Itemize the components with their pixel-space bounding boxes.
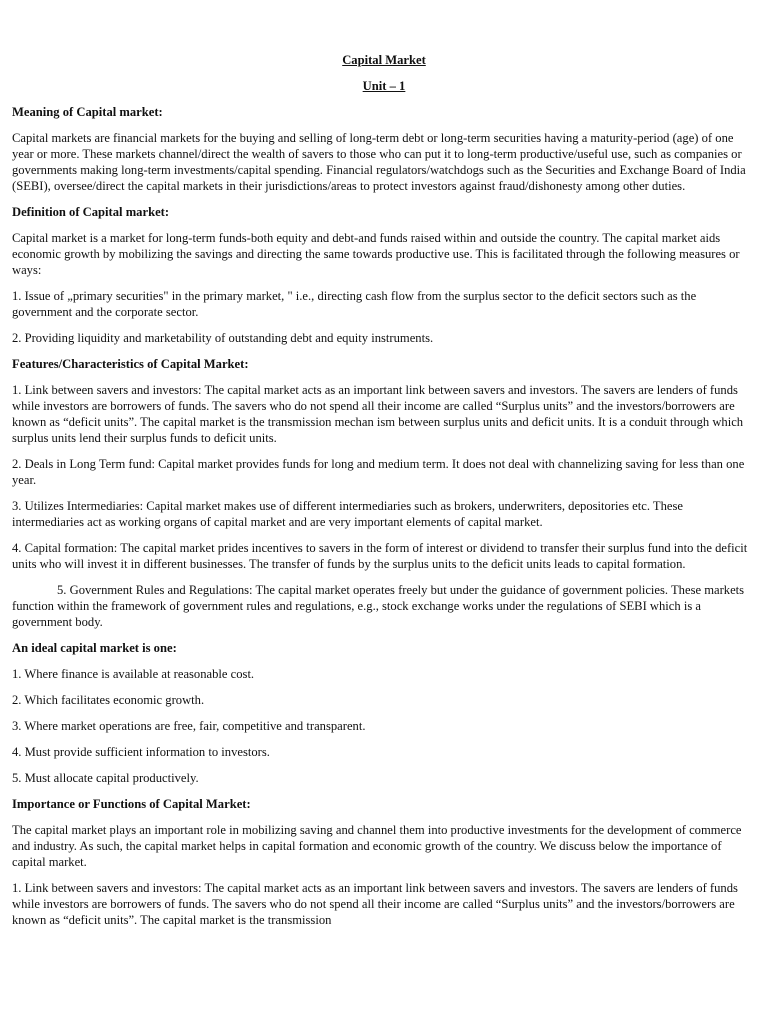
definition-paragraph: Capital market is a market for long-term funds-both equity and debt-and funds raised within and outside the country. The capital market aids economic growth by mobilizing the savings and directing the same towards productive use. This is facilitated through the following measures or ways:	[12, 231, 740, 277]
importance-paragraph: The capital market plays an important role in mobilizing saving and channel them into productive investments for the development of commerce and industry. As such, the capital market helps in capital formation and economic growth of the country. We discuss below the importance of capital market.	[12, 823, 742, 869]
document-page	[12, 52, 756, 938]
ideal-item-5: 5. Must allocate capital productively.	[12, 771, 199, 785]
ideal-item-2: 2. Which facilitates economic growth.	[12, 693, 205, 707]
feature-item-1: 1. Link between savers and investors: The capital market acts as an important link between savers and investors. The savers are lenders of funds while investors are borrowers of funds. The savers who do not spend all their income are called “Surplus units” and the investors/borrowers are known as “deficit units”. The capital market is the transmission mechan ism between surplus units and deficit units. It is a conduit through which surplus units lend their surplus funds to deficit units.	[12, 383, 744, 445]
definition-item-2: 2. Providing liquidity and marketability of outstanding debt and equity instruments.	[12, 331, 434, 345]
feature-item-5: 5. Government Rules and Regulations: The capital market operates freely but under the guidance of government policies. These markets function within the framework of government rules and regulations, e.g., stock exchange works under the regulations of SEBI which is a government body.	[12, 583, 745, 629]
features-heading: Features/Characteristics of Capital Market:	[12, 357, 249, 371]
feature-item-3: 3. Utilizes Intermediaries: Capital market makes use of different intermediaries such as brokers, underwriters, depositories etc. These intermediaries act as working organs of capital market and are very important elements of capital market.	[12, 499, 683, 529]
unit-title: Unit – 1	[362, 79, 406, 93]
definition-item-1: 1. Issue of „primary securities" in the primary market, " i.e., directing cash flow from the surplus sector to the deficit sectors such as the government and the corporate sector.	[12, 289, 697, 319]
importance-item-1: 1. Link between savers and investors: The capital market acts as an important link between savers and investors. The savers are lenders of funds while investors are borrowers of funds. The savers who do not spend all their income are called “Surplus units” and the investors/borrowers are known as “deficit units”. The capital market is the transmission	[12, 881, 738, 927]
ideal-heading: An ideal capital market is one:	[12, 641, 177, 655]
definition-heading: Definition of Capital market:	[12, 205, 170, 219]
feature-item-2: 2. Deals in Long Term fund: Capital market provides funds for long and medium term. It does not deal with channelizing saving for less than one year.	[12, 457, 745, 487]
meaning-paragraph: Capital markets are financial markets for the buying and selling of long-term debt or long-term securities having a maturity-period (age) of one year or more. These markets channel/direct the wealth of savers to those who can put it to long-term productive/useful use, such as companies or governments making long-term investments/capital spending. Financial regulators/watchdogs such as the Securities and Exchange Board of India (SEBI), oversee/direct the capital markets in their jurisdictions/areas to protect investors against fraud/dishonesty among other duties.	[12, 131, 746, 193]
meaning-heading: Meaning of Capital market:	[12, 105, 163, 119]
ideal-item-1: 1. Where finance is available at reasonable cost.	[12, 667, 255, 681]
ideal-item-3: 3. Where market operations are free, fair, competitive and transparent.	[12, 719, 366, 733]
feature-item-4: 4. Capital formation: The capital market prides incentives to savers in the form of interest or dividend to transfer their surplus fund into the deficit units who will invest it in different businesses. The transfer of funds by the surplus units to the deficit units leads to capital formation.	[12, 541, 748, 571]
ideal-item-4: 4. Must provide sufficient information to investors.	[12, 745, 270, 759]
importance-heading: Importance or Functions of Capital Market:	[12, 797, 251, 811]
document-title: Capital Market	[342, 53, 426, 67]
